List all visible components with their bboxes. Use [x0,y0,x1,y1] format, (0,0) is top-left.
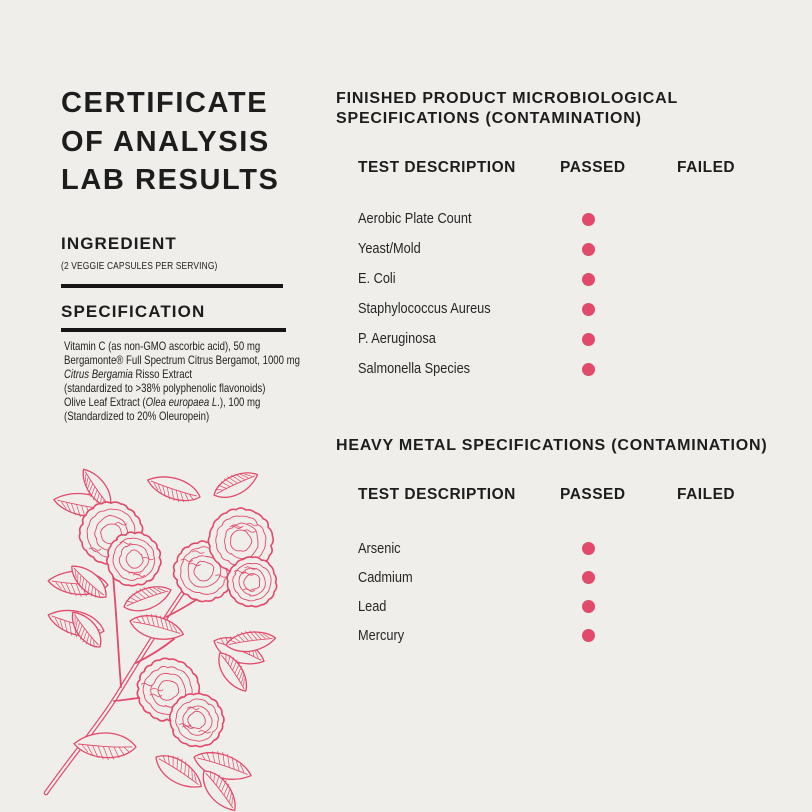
table-header-row [358,485,806,505]
test-name: Cadmium [358,569,413,586]
table-title [336,89,806,129]
passed-cell [560,542,677,555]
bergamot-fruit [107,532,161,586]
table-body [358,204,806,384]
table-body [358,534,806,650]
column-header-passed: PASSED [560,159,626,176]
leaf [127,609,186,645]
passed-dot [582,303,595,316]
passed-cell [560,273,677,286]
specification-text [64,339,311,423]
passed-dot [582,243,595,256]
column-header-test-description: TEST DESCRIPTION [358,159,516,176]
table-row [358,324,806,354]
passed-cell [560,243,677,256]
test-name: Aerobic Plate Count [358,211,472,227]
specification-line: (Standardized to 20% Oleuropein) [64,409,210,423]
passed-dot [582,363,595,376]
table-row [358,354,806,384]
table-row [358,563,806,592]
column-header-test-description: TEST DESCRIPTION [358,486,516,503]
passed-dot [582,629,595,642]
test-name: Lead [358,598,387,615]
table-title [336,436,806,456]
table-title-line: SPECIFICATIONS (CONTAMINATION) [336,110,642,127]
column-header-failed: FAILED [677,486,736,503]
divider [61,284,283,288]
specification-line: Olive Leaf Extract (Olea europaea L.), 100 mg [64,395,261,409]
table-header-row [358,158,806,178]
page-title-line-1: CERTIFICATE [61,87,269,119]
column-header-passed: PASSED [560,486,626,503]
heavy-metal-spec-table [336,436,806,650]
microbiological-spec-table [336,89,806,384]
test-name: Salmonella Species [358,361,471,377]
table-row [358,294,806,324]
passed-dot [582,542,595,555]
passed-cell [560,363,677,376]
specification-line: Citrus Bergamia Risso Extract [64,367,193,381]
test-name: P. Aeruginosa [358,331,436,347]
leaf [73,731,136,761]
specification-line: Bergamonte® Full Spectrum Citrus Bergamot, 1000 mg [64,353,300,367]
test-name: Staphylococcus Aureus [358,301,491,317]
ingredient-heading: INGREDIENT [61,234,177,253]
column-header-failed: FAILED [677,159,736,176]
passed-cell [560,629,677,642]
bergamot-fruit [170,693,224,746]
table-row [358,621,806,650]
ingredient-section [61,234,291,288]
passed-dot [582,600,595,613]
passed-cell [560,600,677,613]
divider [61,328,286,332]
page-title-line-3: LAB RESULTS [61,164,280,196]
passed-dot [582,333,595,346]
passed-cell [560,213,677,226]
test-name: E. Coli [358,271,396,287]
leaf [209,465,261,504]
table-title-line: FINISHED PRODUCT MICROBIOLOGICAL [336,90,679,107]
passed-dot [582,571,595,584]
table-row [358,264,806,294]
passed-cell [560,571,677,584]
page-title [61,84,279,200]
serving-note: (2 VEGGIE CAPSULES PER SERVING) [61,260,218,272]
leaf [144,470,203,508]
test-name: Yeast/Mold [358,241,421,257]
table-row [358,592,806,621]
table-row [358,204,806,234]
passed-dot [582,273,595,286]
bergamot-branch-illustration [18,455,308,812]
table-row [358,534,806,563]
test-name: Arsenic [358,540,401,557]
specification-line: Vitamin C (as non-GMO ascorbic acid), 50 mg [64,339,261,353]
page-title-line-2: OF ANALYSIS [61,125,270,158]
specification-line: (standardized to >38% polyphenolic flavonoids) [64,381,266,395]
passed-cell [560,303,677,316]
test-name: Mercury [358,627,405,644]
specification-section [61,302,311,423]
specification-heading: SPECIFICATION [61,302,206,321]
table-title-line: HEAVY METAL SPECIFICATIONS (CONTAMINATION) [336,437,768,454]
passed-cell [560,333,677,346]
table-row [358,234,806,264]
passed-dot [582,213,595,226]
